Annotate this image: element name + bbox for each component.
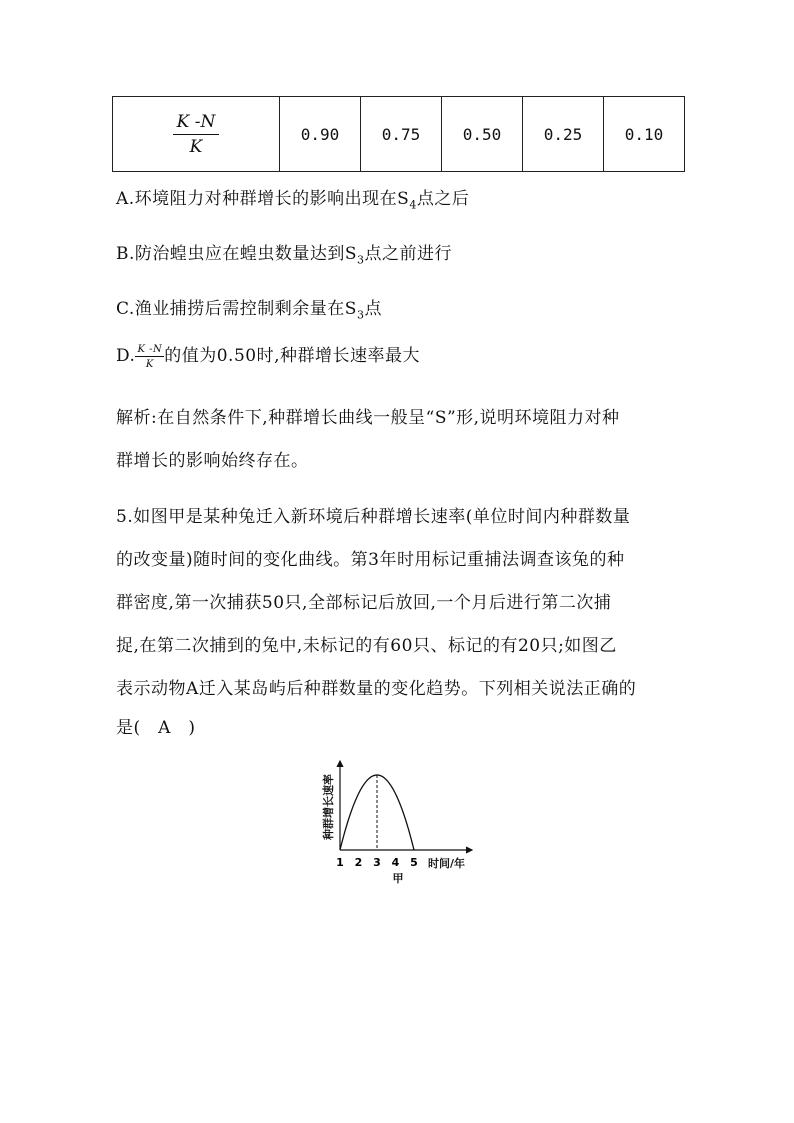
x-tick-label: 5: [410, 856, 418, 869]
fraction-denominator: K: [145, 358, 154, 370]
fraction-denominator: K: [189, 136, 203, 157]
question-line: 的改变量)随时间的变化曲线。第3年时用标记重捕法调查该兔的种: [116, 550, 625, 570]
x-tick-label: 4: [391, 856, 400, 869]
ratio-table: [112, 96, 685, 172]
table-cell: 0.10: [604, 97, 685, 172]
option-a: [116, 184, 469, 211]
table-cell: 0.25: [523, 97, 604, 172]
option-d-label: D.: [116, 346, 136, 366]
option-c-suffix: 点: [364, 299, 382, 319]
fraction-numerator: K -N: [173, 112, 220, 135]
x-tick-label: 1: [336, 856, 344, 869]
y-axis-label: 种群增长速率: [322, 774, 335, 840]
option-c: [116, 294, 382, 321]
question-line: 表示动物A迁入某岛屿后种群数量的变化趋势。下列相关说法正确的: [116, 679, 637, 699]
chart-caption: 甲: [392, 872, 404, 885]
option-b-subscript: 3: [357, 253, 365, 267]
x-tick-label: 2: [354, 856, 363, 869]
question-line: 5.如图甲是某种兔迁入新环境后种群增长速率(单位时间内种群数量: [116, 507, 631, 527]
option-b: [116, 239, 452, 266]
question-line: 群密度,第一次捕获50只,全部标记后放回,一个月后进行第二次捕: [116, 593, 612, 613]
analysis-line-1: 解析:在自然条件下,种群增长曲线一般呈“S”形,说明环境阻力对种: [116, 408, 620, 428]
fraction-numerator: K -N: [137, 343, 163, 355]
analysis-line-2: 群增长的影响始终存在。: [116, 451, 309, 471]
x-axis-label: 时间/年: [428, 857, 466, 870]
x-tick-labels: [336, 856, 418, 869]
table-cell: 0.75: [361, 97, 442, 172]
option-c-text: C.渔业捕捞后需控制剩余量在S: [116, 299, 357, 319]
ratio-header-cell: [113, 97, 280, 172]
table-row: [113, 97, 685, 172]
question-line: 是( A ): [116, 718, 196, 738]
option-a-subscript: 4: [409, 198, 417, 212]
option-c-subscript: 3: [356, 308, 365, 322]
growth-rate-chart: [312, 755, 492, 900]
option-d-fraction: [135, 344, 164, 370]
table-cell: 0.50: [442, 97, 523, 172]
option-d-text: 的值为0.50时,种群增长速率最大: [164, 346, 420, 366]
option-b-suffix: 点之前进行: [364, 244, 453, 264]
option-a-text: A.环境阻力对种群增长的影响出现在S: [116, 189, 410, 209]
question-line: 捉,在第二次捕到的兔中,未标记的有60只、标记的有20只;如图乙: [116, 636, 617, 656]
ratio-fraction: [173, 112, 220, 157]
option-b-text: B.防治蝗虫应在蝗虫数量达到S: [116, 244, 358, 264]
x-tick-label: 3: [373, 856, 381, 869]
table-cell: 0.90: [280, 97, 361, 172]
option-d: [116, 341, 420, 370]
option-a-suffix: 点之后: [416, 189, 470, 209]
